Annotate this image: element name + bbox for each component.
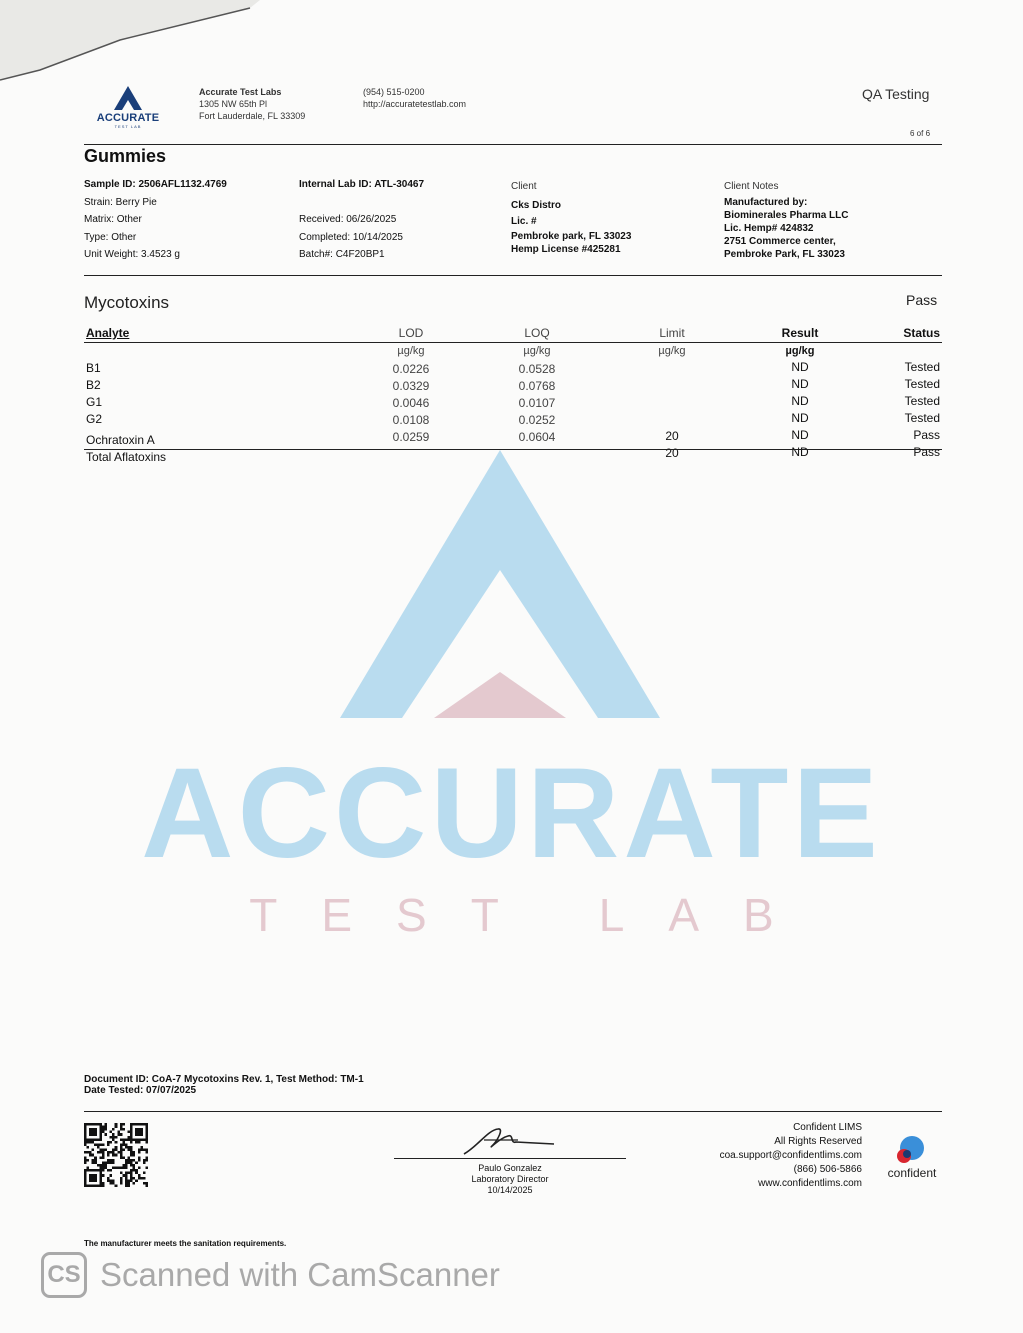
row-4-result: ND [791, 428, 809, 442]
logo-wordmark: ACCURATE [96, 112, 160, 124]
row-2-lod: 0.0046 [392, 396, 430, 410]
client-notes-line3: Lic. Hemp# 424832 [724, 223, 814, 234]
row-4-loq: 0.0604 [518, 430, 556, 444]
row-0-loq: 0.0528 [518, 362, 556, 376]
confident-email[interactable]: coa.support@confidentlims.com [719, 1150, 862, 1161]
row-3-result: ND [791, 411, 809, 425]
row-2-limit [622, 395, 722, 412]
lab-phone: (954) 515-0200 [363, 87, 425, 97]
unit-limit: µg/kg [658, 345, 686, 357]
row-0-result: ND [791, 360, 809, 374]
row-1-status: Tested [904, 377, 940, 391]
table-total-divider [84, 449, 942, 450]
document-id: Document ID: CoA-7 Mycotoxins Rev. 1, Test Method: TM-1 [84, 1074, 364, 1085]
confident-logo-word: confident [887, 1166, 937, 1180]
client-city: Pembroke park, FL 33023 [511, 231, 632, 242]
qr-code[interactable] [84, 1123, 148, 1187]
col-header-analyte: Analyte [86, 326, 130, 340]
watermark-logo [340, 450, 660, 722]
row-4-lod: 0.0259 [392, 430, 430, 444]
mycotoxins-overall-result: Pass [906, 292, 938, 308]
row-4-status: Pass [913, 428, 940, 442]
row-5-status: Pass [913, 445, 940, 459]
unit-loq: µg/kg [523, 345, 551, 357]
client-license: Lic. # [511, 216, 537, 227]
qa-testing-label: QA Testing [862, 86, 930, 102]
unit-lod: µg/kg [397, 345, 425, 357]
client-label: Client [511, 181, 537, 192]
row-3-status: Tested [904, 411, 940, 425]
row-4-limit: 20 [665, 429, 679, 443]
client-hemp-license: Hemp License #425281 [511, 244, 621, 255]
page-number: 6 of 6 [910, 129, 931, 138]
table-header-divider [84, 342, 942, 343]
batch-number: Batch#: C4F20BP1 [299, 249, 385, 260]
received-date: Received: 06/26/2025 [299, 214, 397, 225]
signer-date: 10/14/2025 [487, 1185, 533, 1195]
lab-address-line2: Fort Lauderdale, FL 33309 [199, 111, 306, 121]
col-header-loq: LOQ [524, 326, 550, 340]
sample-info [84, 176, 227, 264]
strain: Strain: Berry Pie [84, 196, 157, 208]
client-notes-line5: Pembroke Park, FL 33023 [724, 249, 845, 260]
confident-phone: (866) 506-5866 [793, 1164, 862, 1175]
row-4-analyte: Ochratoxin A [86, 433, 155, 447]
row-3-lod: 0.0108 [392, 413, 430, 427]
date-tested: Date Tested: 07/07/2025 [84, 1085, 197, 1096]
row-0-limit [622, 361, 722, 378]
sanitation-note: The manufacturer meets the sanitation requirements. [84, 1239, 287, 1248]
info-divider [84, 275, 942, 276]
row-3-analyte: G2 [86, 412, 103, 426]
camscanner-watermark: Scanned with CamScanner [100, 1256, 500, 1293]
row-0-analyte: B1 [86, 361, 101, 375]
client-notes-line4: 2751 Commerce center, [724, 236, 836, 247]
row-2-result: ND [791, 394, 809, 408]
row-2-loq: 0.0107 [518, 396, 556, 410]
mycotoxins-title: Mycotoxins [84, 293, 170, 312]
watermark-subtext: TEST LAB [249, 889, 818, 941]
lab-info [299, 176, 424, 264]
col-header-lod: LOD [398, 326, 424, 340]
col-header-status: Status [903, 326, 940, 340]
row-1-lod: 0.0329 [392, 379, 430, 393]
row-2-status: Tested [904, 394, 940, 408]
row-3-loq: 0.0252 [518, 413, 556, 427]
signer-name: Paulo Gonzalez [478, 1163, 542, 1173]
col-header-result: Result [781, 326, 819, 340]
row-5-limit: 20 [665, 446, 679, 460]
row-1-limit [622, 378, 722, 395]
row-1-loq: 0.0768 [518, 379, 556, 393]
logo-subtext: TEST LAB [114, 124, 142, 129]
lab-name: Accurate Test Labs [199, 87, 282, 97]
client-notes-line2: Biominerales Pharma LLC [724, 210, 849, 221]
sample-id: Sample ID: 2506AFL1132.4769 [84, 179, 227, 190]
lab-contact [199, 86, 305, 122]
client-notes-block [724, 181, 848, 261]
row-0-lod: 0.0226 [392, 362, 430, 376]
document-meta [84, 1074, 364, 1096]
confident-web[interactable]: www.confidentlims.com [758, 1178, 862, 1189]
internal-lab-id: Internal Lab ID: ATL-30467 [299, 179, 425, 190]
client-block [511, 181, 631, 256]
row-3-limit [622, 412, 722, 429]
confident-name: Confident LIMS [793, 1122, 862, 1133]
lab-phone-web [363, 86, 466, 110]
row-1-result: ND [791, 377, 809, 391]
watermark-word: ACCURATE [141, 742, 882, 885]
completed-date: Completed: 10/14/2025 [299, 231, 403, 243]
matrix: Matrix: Other [84, 214, 142, 225]
client-name: Cks Distro [511, 200, 562, 211]
row-2-analyte: G1 [86, 395, 103, 409]
lab-website[interactable]: http://accuratetestlab.com [363, 99, 467, 109]
row-5-analyte: Total Aflatoxins [86, 450, 167, 464]
confident-logo [892, 1134, 928, 1170]
unit-weight: Unit Weight: 3.4523 g [84, 249, 180, 260]
footer-divider [84, 1111, 942, 1112]
product-title: Gummies [84, 146, 167, 166]
signature [458, 1126, 558, 1156]
row-5-result: ND [791, 445, 809, 459]
client-notes-label: Client Notes [724, 181, 779, 192]
unit-result: µg/kg [785, 345, 815, 357]
signer-title: Laboratory Director [471, 1174, 549, 1184]
confident-rights: All Rights Reserved [774, 1136, 862, 1147]
client-notes-line1: Manufactured by: [724, 197, 808, 208]
row-0-status: Tested [904, 360, 940, 374]
col-header-limit: Limit [659, 326, 685, 340]
signature-line [394, 1158, 626, 1159]
lab-address-line1: 1305 NW 65th Pl [199, 99, 268, 109]
row-1-analyte: B2 [86, 378, 101, 392]
type: Type: Other [84, 231, 137, 243]
camscanner-badge-icon: CS [41, 1252, 87, 1298]
confident-contact [660, 1121, 862, 1191]
header-divider [84, 144, 942, 145]
